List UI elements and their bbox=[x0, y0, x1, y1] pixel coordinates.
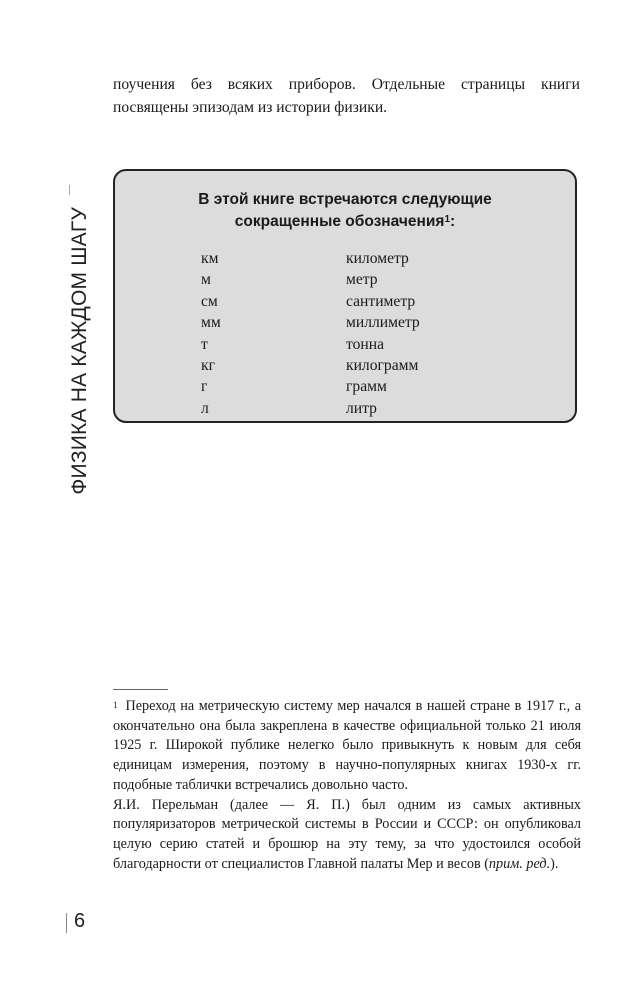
abbreviation: г bbox=[201, 378, 208, 396]
page-number: 6 bbox=[74, 910, 86, 932]
abbreviation-meaning: литр bbox=[346, 399, 377, 417]
abbreviation: м bbox=[201, 271, 211, 289]
abbreviation: см bbox=[201, 292, 218, 310]
abbreviation: кг bbox=[201, 357, 215, 375]
box-title-line2: сокращенные обозначения bbox=[234, 213, 445, 230]
body-text: поучения без всяких приборов. Отдельные страницы книги посвящены эпизодам из истории физики. bbox=[113, 76, 580, 116]
abbreviation-meaning: километр bbox=[346, 250, 409, 267]
abbreviation: км bbox=[201, 250, 219, 267]
list-item bbox=[201, 248, 420, 269]
abbreviation-meaning: миллиметр bbox=[346, 314, 420, 332]
editor-note: прим. ред. bbox=[488, 855, 551, 872]
abbreviation-meaning: грамм bbox=[346, 378, 387, 396]
box-title-colon: : bbox=[450, 213, 456, 230]
running-title-rule bbox=[69, 185, 70, 195]
abbreviation-meaning: сантиметр bbox=[346, 292, 416, 310]
list-item bbox=[201, 376, 420, 397]
footnote-continuation-text: Я.И. Перельман (далее — Я. П.) был одним из самых активных популяризаторов метрической системы в России и СССР: он опубликовал целую серию статей и брошюр на эту тему, за что удостоился особой благодарности от специалистов Главной палаты Мер и весов ( bbox=[113, 796, 581, 872]
abbreviation-meaning: тонна bbox=[346, 335, 385, 353]
abbreviation: л bbox=[201, 399, 209, 417]
list-item bbox=[201, 398, 420, 419]
abbreviation: мм bbox=[201, 314, 221, 332]
running-title-label: ФИЗИКА НА КАЖДОМ ШАГУ bbox=[68, 207, 91, 495]
footnote-mark: 1 bbox=[113, 700, 118, 710]
list-item bbox=[201, 291, 420, 312]
footnote-1-continuation bbox=[113, 796, 581, 875]
abbreviation: т bbox=[201, 335, 208, 353]
abbreviations-box bbox=[113, 169, 577, 423]
page-number-rule bbox=[66, 913, 67, 933]
footnote-continuation-end: ). bbox=[550, 855, 559, 872]
list-item bbox=[201, 355, 420, 376]
abbreviation-meaning: метр bbox=[346, 271, 378, 289]
list-item bbox=[201, 334, 420, 355]
box-title bbox=[115, 189, 575, 233]
footnote-1-text: Переход на метрическую систему мер начался в нашей стране в 1917 г., а окончательно она была закреплена в качестве официальной только 21 июля 1925 г. Широкой публике нелегко было привыкнуть к новым для себя единицам измерения, поэтому в научно-популярных книгах 1930-х гг. подобные таблички встречались довольно часто. bbox=[113, 698, 581, 793]
list-item bbox=[201, 269, 420, 290]
abbreviation-meaning: килограмм bbox=[346, 357, 419, 375]
box-title-line1: В этой книге встречаются следующие bbox=[198, 191, 492, 208]
footnotes bbox=[113, 697, 581, 874]
footnote-reference[interactable]: 1 bbox=[444, 214, 451, 225]
abbreviations-list bbox=[201, 248, 420, 419]
running-title bbox=[51, 185, 91, 495]
footnote-1 bbox=[113, 697, 581, 796]
list-item bbox=[201, 312, 420, 333]
footnote-separator bbox=[113, 689, 168, 690]
